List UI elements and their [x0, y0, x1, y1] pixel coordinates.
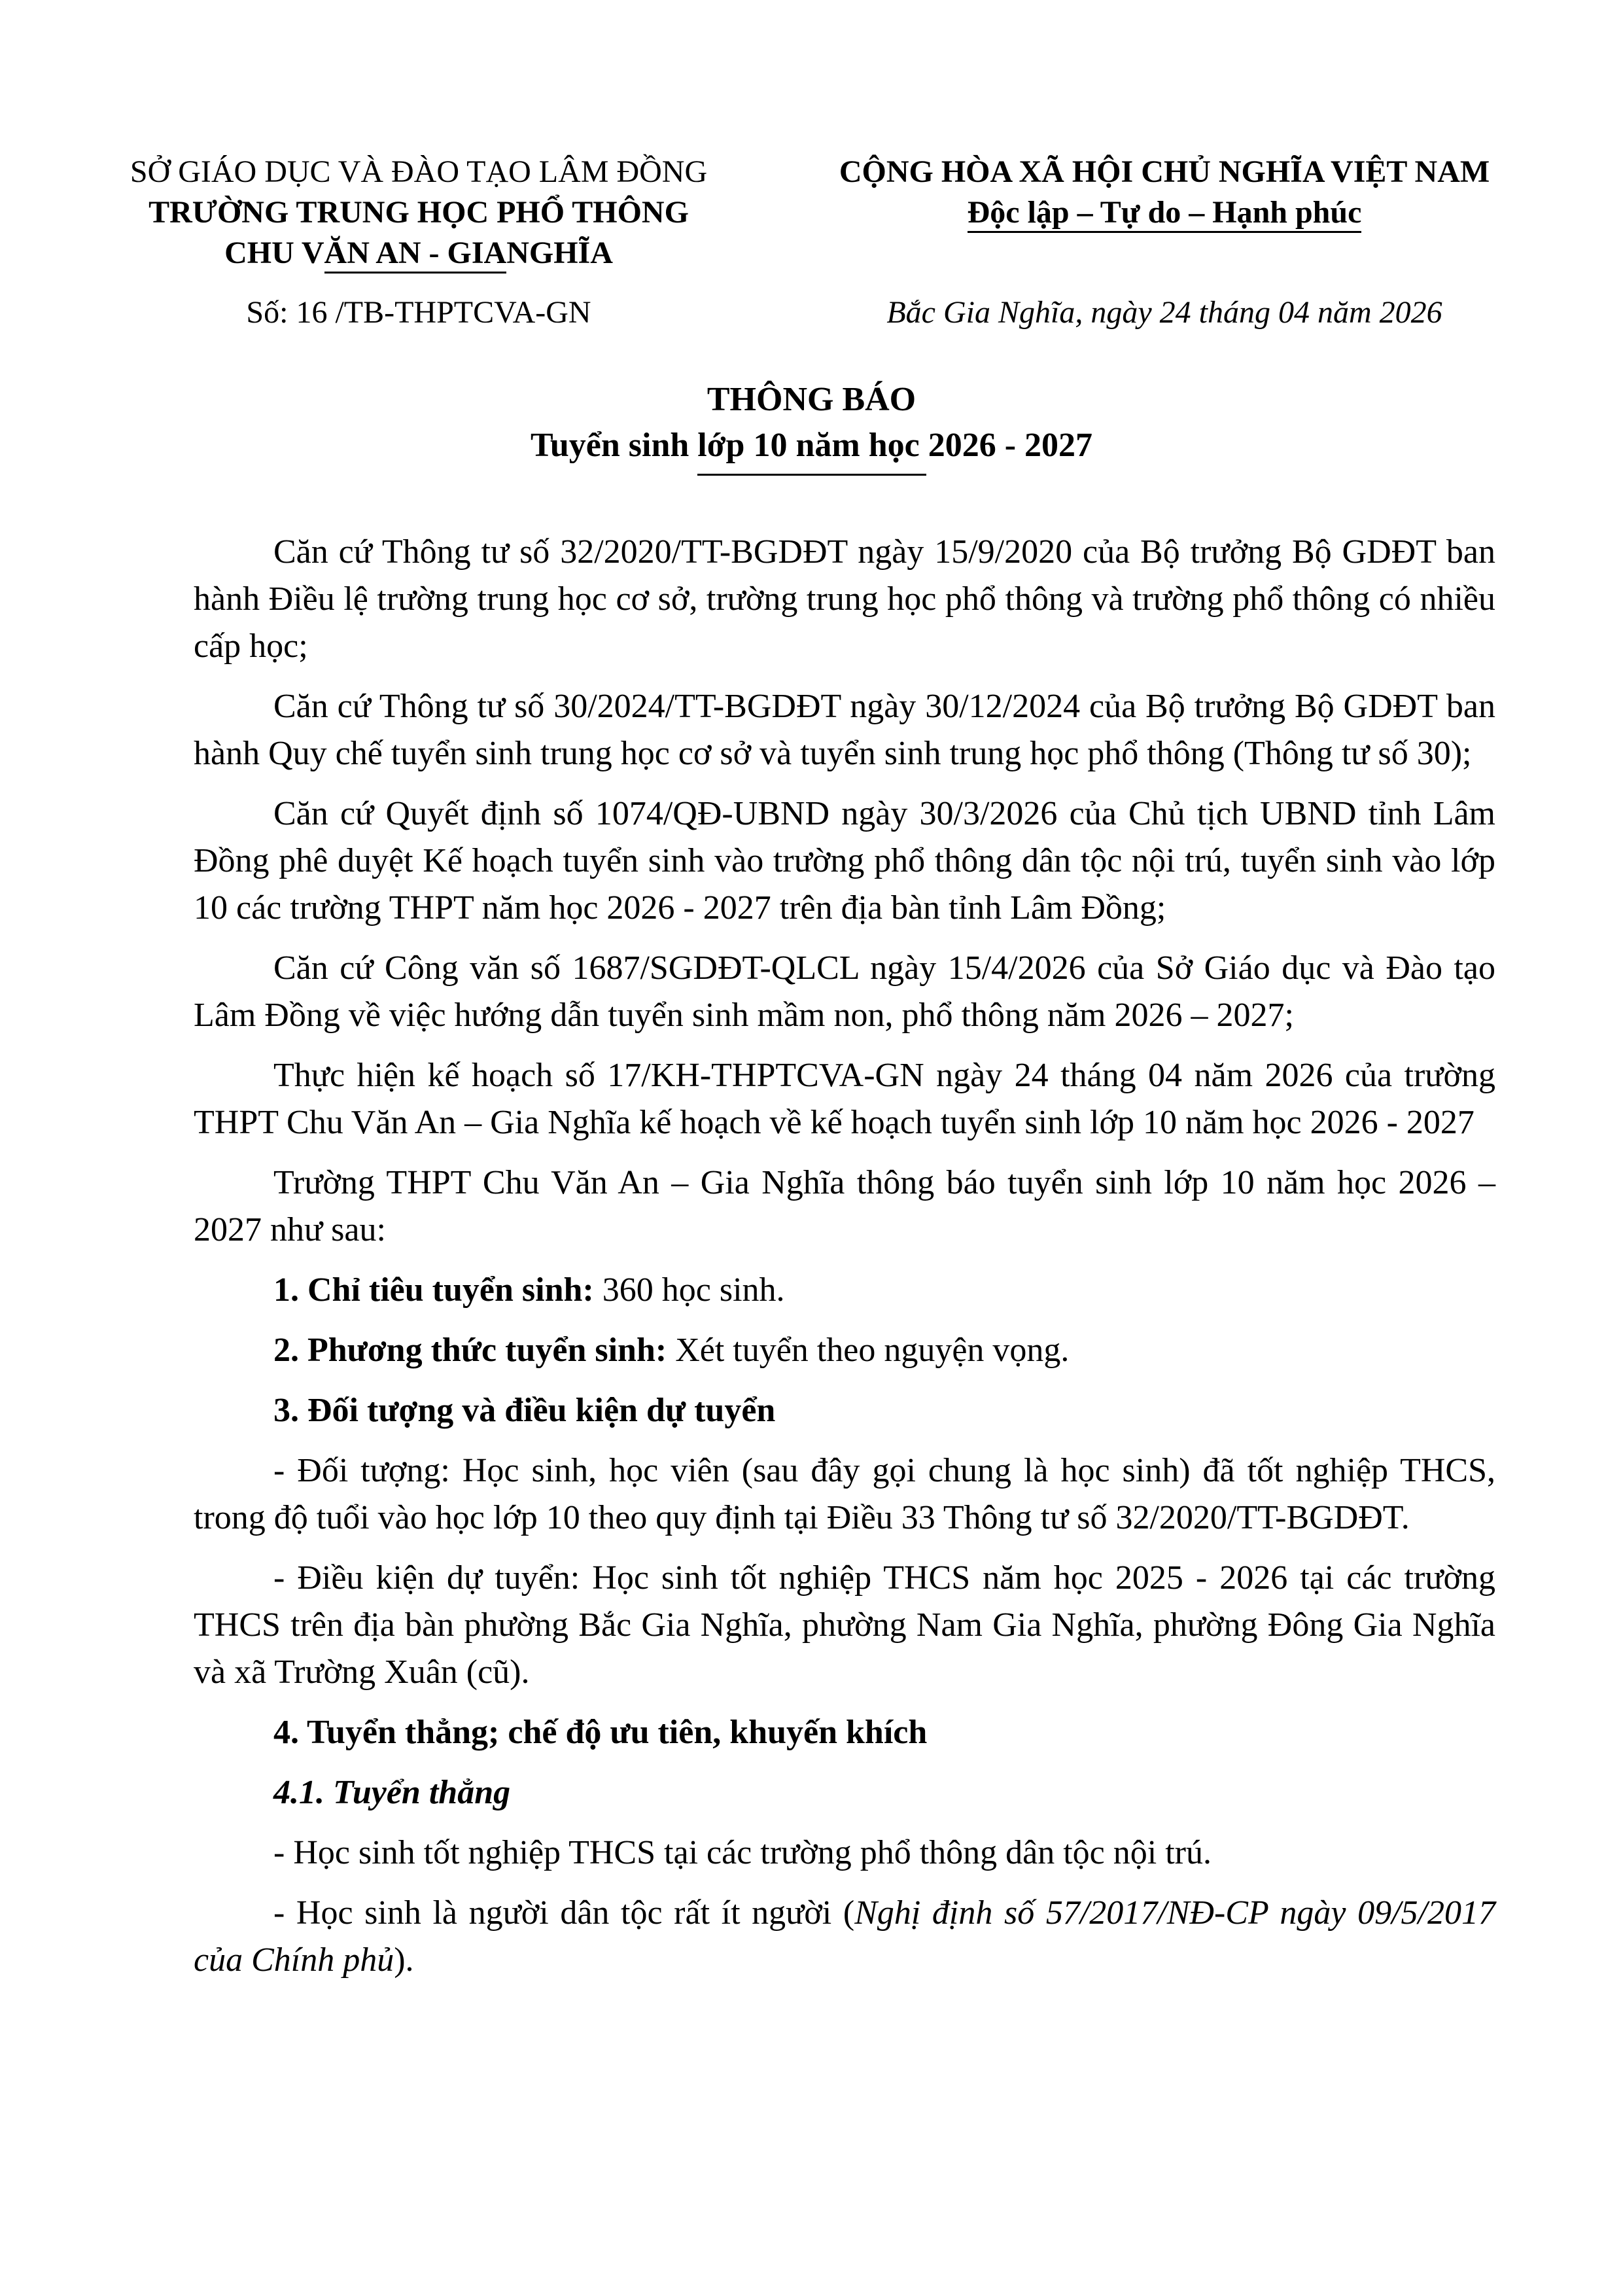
section-4-1-item-2-citation: Nghị định số 57/2017/NĐ-CP ngày 09/5/2017 của Chính phủ [194, 1894, 1495, 1979]
legal-basis-paragraph-3: Căn cứ Quyết định số 1074/QĐ-UBND ngày 30/3/2026 của Chủ tịch UBND tỉnh Lâm Đồng phê duyệt Kế hoạch tuyển sinh vào trường phổ thông dân tộc nội trú, tuyển sinh vào lớp 10 các trường THPT năm học 2026 - 2027 trên địa bàn tỉnh Lâm Đồng; [194, 795, 1495, 927]
section-1-label: 1. Chỉ tiêu tuyển sinh: [273, 1271, 594, 1309]
announcement-intro: Trường THPT Chu Văn An – Gia Nghĩa thông báo tuyển sinh lớp 10 năm học 2026 – 2027 như sau: [194, 1164, 1495, 1248]
national-motto-text: Độc lập – Tự do – Hạnh phúc [968, 194, 1362, 233]
section-4-1-item-2-text: - Học sinh là người dân tộc rất ít người ( [273, 1894, 855, 1932]
section-2-value: Xét tuyển theo nguyện vọng. [667, 1332, 1070, 1369]
document-number: Số: 16 /TB-THPTCVA-GN [246, 295, 591, 330]
issuing-agency-block [92, 152, 746, 274]
section-2-label: 2. Phương thức tuyển sinh: [273, 1332, 667, 1369]
section-4-1-heading: 4.1. Tuyển thẳng [273, 1774, 511, 1811]
school-name-underlined: ĂN AN - GIA [324, 235, 507, 274]
section-1-quota [194, 1267, 1495, 1314]
section-4-heading: 4. Tuyển thẳng; chế độ ưu tiên, khuyến khích [273, 1714, 928, 1751]
document-type-title: THÔNG BÁO [707, 381, 916, 418]
legal-basis-paragraph-4: Căn cứ Công văn số 1687/SGDĐT-QLCL ngày 15/4/2026 của Sở Giáo dục và Đào tạo Lâm Đồng về việc hướng dẫn tuyển sinh mầm non, phổ thông năm 2026 – 2027; [194, 949, 1495, 1034]
section-3-conditions: - Điều kiện dự tuyển: Học sinh tốt nghiệp THCS năm học 2025 - 2026 tại các trường THCS trên địa bàn phường Bắc Gia Nghĩa, phường Nam Gia Nghĩa, phường Đông Gia Nghĩa và xã Trường Xuân (cũ). [194, 1559, 1495, 1691]
section-3-heading: 3. Đối tượng và điều kiện dự tuyển [273, 1392, 776, 1429]
section-1-value: 360 học sinh. [593, 1271, 785, 1309]
school-name-part1: CHU V [224, 236, 324, 270]
school-name-line1: TRƯỜNG TRUNG HỌC PHỔ THÔNG [148, 195, 689, 230]
department-name: SỞ GIÁO DỤC VÀ ĐÀO TẠO LÂM ĐỒNG [130, 154, 708, 189]
legal-basis-paragraph-2: Căn cứ Thông tư số 30/2024/TT-BGDĐT ngày 30/12/2024 của Bộ trưởng Bộ GDĐT ban hành Quy chế tuyển sinh trung học cơ sở và tuyển sinh trung học phổ thông (Thông tư số 30); [194, 688, 1495, 772]
legal-basis-paragraph-1: Căn cứ Thông tư số 32/2020/TT-BGDĐT ngày 15/9/2020 của Bộ trưởng Bộ GDĐT ban hành Điều lệ trường trung học cơ sở, trường trung học phổ thông và trường phổ thông có nhiều cấp học; [194, 533, 1495, 665]
document-subject: Tuyển sinh lớp 10 năm học 2026 - 2027 [530, 427, 1093, 464]
national-motto-block [778, 152, 1550, 233]
document-body [194, 529, 1495, 1997]
place-date: Bắc Gia Nghĩa, ngày 24 tháng 04 năm 2026 [886, 295, 1442, 330]
section-3-subjects: - Đối tượng: Học sinh, học viên (sau đây gọi chung là học sinh) đã tốt nghiệp THCS, trong độ tuổi vào học lớp 10 theo quy định tại Điều 33 Thông tư số 32/2020/TT-BGDĐT. [194, 1452, 1495, 1536]
national-title: CỘNG HÒA XÃ HỘI CHỦ NGHĨA VIỆT NAM [839, 154, 1490, 189]
section-4-1-item-2-close: ). [394, 1941, 414, 1979]
document-title-block [0, 377, 1623, 476]
legal-basis-paragraph-5: Thực hiện kế hoạch số 17/KH-THPTCVA-GN ngày 24 tháng 04 năm 2026 của trường THPT Chu Văn An – Gia Nghĩa kế hoạch về kế hoạch tuyển sinh lớp 10 năm học 2026 - 2027 [194, 1057, 1495, 1141]
section-4-1-item-1: - Học sinh tốt nghiệp THCS tại các trường phổ thông dân tộc nội trú. [273, 1834, 1212, 1871]
section-2-method [194, 1327, 1495, 1374]
school-name-line2 [92, 233, 746, 274]
title-underline [697, 474, 926, 476]
section-4-1-item-2 [194, 1890, 1495, 1984]
school-name-part3: NGHĨA [506, 236, 613, 270]
national-motto [778, 192, 1550, 233]
